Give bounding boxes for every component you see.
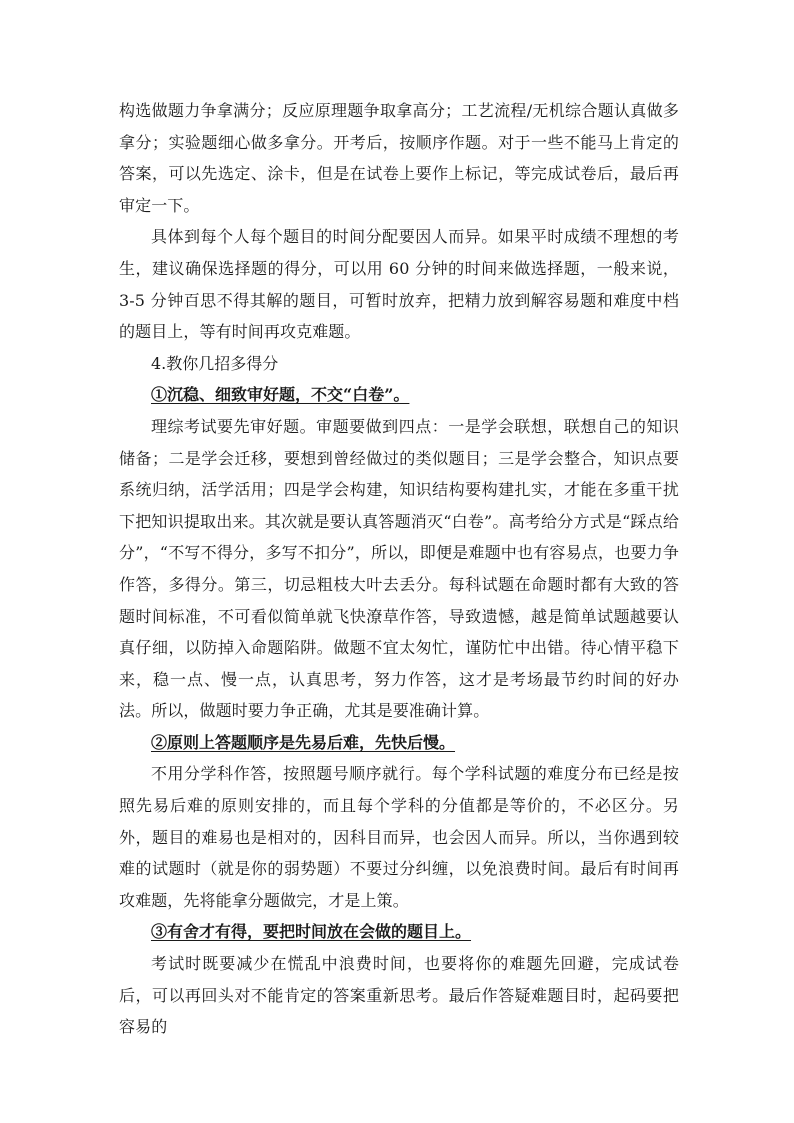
paragraph-intro: 构选做题力争拿满分；反应原理题争取拿高分；工艺流程/无机综合题认真做多拿分；实验题细心做多拿分。开考后，按顺序作题。对于一些不能马上肯定的答案，可以先选定、涂卡，但是在试卷上要作上标记，等完成试卷后，最后再审定一下。 [119,101,679,215]
paragraph-time-allocation: 具体到每个人每个题目的时间分配要因人而异。如果平时成绩不理想的考生，建议确保选择题的得分，可以用 60 分钟的时间来做选择题，一般来说，3-5 分钟百思不得其解的题目，可暂时放弃，把精力放到解容易题和难度中档的题目上，等有时间再攻克难题。 [119,227,679,342]
subheading-1 [119,379,679,411]
section-heading-4: 4.教你几招多得分 [151,353,279,373]
subheading-1-text: ①沉稳、细致审好题，不交“白卷”。 [151,385,410,405]
subheading-3-text: ③有舍才有得，要把时间放在会做的题目上。 [151,922,472,942]
paragraph-time-focus: 考试时既要减少在慌乱中浪费时间，也要将你的难题先回避，完成试卷后，可以再回头对不能肯定的答案重新思考。最后作答疑难题目时，起码要把容易的 [119,954,679,1037]
subheading-2-text: ②原则上答题顺序是先易后难，先快后慢。 [151,732,456,752]
subheading-2 [119,727,679,759]
subheading-3 [119,916,679,948]
paragraph-review-questions: 理综考试要先审好题。审题要做到四点：一是学会联想，联想自己的知识储备；二是学会迁移，要想到曾经做过的类似题目；三是学会整合，知识点要系统归纳，活学活用；四是学会构建，知识结构要构建扎实，才能在多重干扰下把知识提取出来。其次就是要认真答题消灭“白卷”。高考给分方式是“踩点给分”，“不写不得分，多写不扣分”，所以，即便是难题中也有容易点，也要力争作答，多得分。第三，切忌粗枝大叶去丢分。每科试题在命题时都有大致的答题时间标准，不可看似简单就飞快潦草作答，导致遗憾，越是简单试题越要认真仔细，以防掉入命题陷阱。做题不宜太匆忙，谨防忙中出错。待心情平稳下来，稳一点、慢一点，认真思考，努力作答，这才是考场最节约时间的好办法。所以，做题时要力争正确，尤其是要准确计算。 [119,416,679,721]
paragraph-answer-order: 不用分学科作答，按照题号顺序就行。每个学科试题的难度分布已经是按照先易后难的原则安排的，而且每个学科的分值都是等价的，不必区分。另外，题目的难易也是相对的，因科目而异，也会因人而异。所以，当你遇到较难的试题时（就是你的弱势题）不要过分纠缠，以免浪费时间。最后有时间再攻难题，先将能拿分题做完，才是上策。 [119,764,679,910]
document-page [119,95,679,1043]
